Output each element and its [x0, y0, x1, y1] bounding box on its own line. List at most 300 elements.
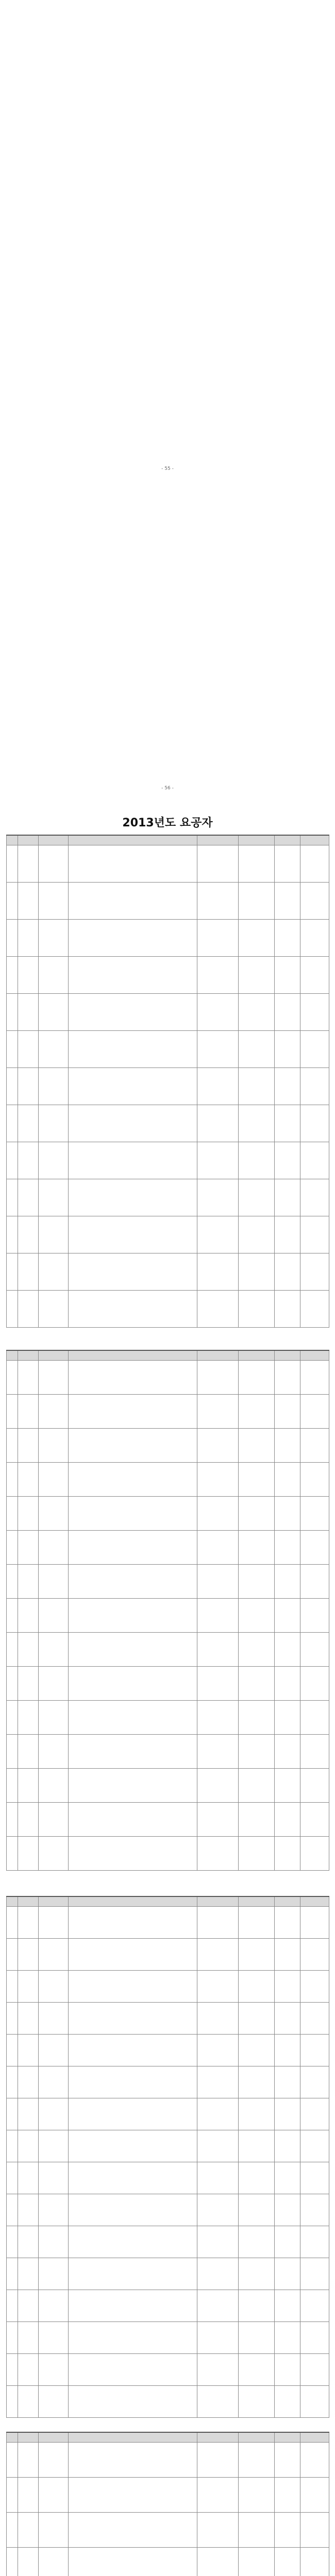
table-cell — [39, 994, 69, 1031]
table-cell — [275, 1253, 300, 1291]
committee-row — [21, 661, 314, 671]
table-cell — [69, 1395, 197, 1429]
table-cell — [239, 1253, 275, 1291]
committee-row — [21, 730, 314, 739]
table-cell — [7, 1395, 18, 1429]
table-cell — [18, 1142, 39, 1179]
table-cell — [197, 2478, 239, 2513]
table-cell — [275, 1105, 300, 1142]
table-cell — [39, 883, 69, 920]
committee-row — [21, 39, 314, 48]
committee-row — [21, 391, 314, 401]
committee-row — [21, 371, 314, 381]
table-cell — [300, 2226, 329, 2258]
table-cell — [275, 1216, 300, 1253]
table-cell — [7, 1105, 18, 1142]
table-cell — [197, 883, 239, 920]
table-cell — [239, 2226, 275, 2258]
committee-row — [21, 195, 314, 205]
table-cell — [300, 1216, 329, 1253]
table-cell — [300, 1253, 329, 1291]
table-cell — [197, 2130, 239, 2162]
table-cell — [300, 2513, 329, 2548]
table-cell — [7, 2322, 18, 2354]
table-cell — [69, 1291, 197, 1328]
table-cell — [69, 1633, 197, 1667]
table-cell — [69, 957, 197, 994]
table-cell — [300, 1971, 329, 2003]
table-cell — [18, 1837, 39, 1871]
table-cell — [239, 2130, 275, 2162]
committee-row — [21, 146, 314, 156]
table-cell — [39, 2130, 69, 2162]
table-cell — [275, 2386, 300, 2418]
table-cell — [7, 2443, 18, 2478]
table-cell — [39, 1216, 69, 1253]
honoree-table-4 — [6, 2432, 329, 2576]
table-cell — [69, 2386, 197, 2418]
table-cell — [275, 2003, 300, 2035]
committee-row — [21, 78, 314, 88]
committee-row — [21, 107, 314, 117]
table-cell — [7, 1907, 18, 1939]
table-cell — [197, 1803, 239, 1837]
table-cell — [39, 1031, 69, 1068]
table-cell — [7, 845, 18, 883]
committee-row — [21, 185, 314, 195]
table-cell — [39, 1179, 69, 1216]
table-cell — [239, 1031, 275, 1068]
table-cell — [197, 2386, 239, 2418]
table-cell — [197, 1068, 239, 1105]
table-cell — [275, 1142, 300, 1179]
table-cell — [197, 1599, 239, 1633]
table-row — [7, 1463, 329, 1497]
table-cell — [197, 1531, 239, 1565]
table-cell — [239, 2478, 275, 2513]
committee-row — [21, 632, 314, 641]
table-cell — [39, 1667, 69, 1701]
committee-row — [21, 225, 314, 234]
table-row — [7, 1361, 329, 1395]
committee-row — [21, 166, 314, 176]
table-row — [7, 2322, 329, 2354]
table-cell — [275, 1667, 300, 1701]
column-header — [18, 2432, 39, 2443]
table-cell — [39, 2162, 69, 2194]
table-cell — [300, 1769, 329, 1803]
table-cell — [275, 1939, 300, 1971]
column-header — [39, 1896, 69, 1907]
table-cell — [239, 1068, 275, 1105]
table-cell — [197, 1142, 239, 1179]
committee-row — [21, 48, 314, 58]
column-header — [18, 1350, 39, 1361]
page-title: 2013년도 요공자 — [122, 817, 213, 829]
table-cell — [239, 1429, 275, 1463]
table-cell — [18, 1429, 39, 1463]
table-cell — [300, 2258, 329, 2290]
table-cell — [239, 994, 275, 1031]
table-cell — [39, 1068, 69, 1105]
committee-row — [21, 381, 314, 391]
committee-row — [21, 156, 314, 166]
table-cell — [7, 1429, 18, 1463]
table-cell — [39, 2354, 69, 2386]
table-cell — [275, 2066, 300, 2098]
table-cell — [7, 2130, 18, 2162]
table-cell — [239, 1216, 275, 1253]
table-cell — [275, 1531, 300, 1565]
table-cell — [197, 2513, 239, 2548]
table-cell — [39, 2290, 69, 2322]
committee-row — [21, 19, 314, 29]
table-row — [7, 1497, 329, 1531]
table-cell — [197, 2258, 239, 2290]
table-cell — [39, 1907, 69, 1939]
table-cell — [239, 1667, 275, 1701]
table-cell — [7, 1031, 18, 1068]
table-cell — [197, 957, 239, 994]
table-cell — [69, 2098, 197, 2130]
column-header — [69, 2432, 197, 2443]
table-row — [7, 2130, 329, 2162]
table-cell — [39, 2322, 69, 2354]
table-cell — [7, 1291, 18, 1328]
column-header — [197, 1896, 239, 1907]
table-cell — [7, 1142, 18, 1179]
table-cell — [18, 883, 39, 920]
table-cell — [239, 957, 275, 994]
table-cell — [197, 1216, 239, 1253]
committee-row — [21, 176, 314, 185]
table-cell — [18, 1803, 39, 1837]
table-cell — [69, 2226, 197, 2258]
table-cell — [69, 2290, 197, 2322]
table-cell — [300, 2066, 329, 2098]
table-cell — [7, 1633, 18, 1667]
table-row — [7, 883, 329, 920]
table-cell — [39, 2548, 69, 2576]
table-cell — [18, 1463, 39, 1497]
table-cell — [275, 1599, 300, 1633]
column-header — [18, 1896, 39, 1907]
table-cell — [69, 2258, 197, 2290]
table-cell — [18, 1735, 39, 1769]
table-cell — [69, 1701, 197, 1735]
table-cell — [7, 1837, 18, 1871]
table-cell — [18, 2003, 39, 2035]
table-cell — [300, 1395, 329, 1429]
table-cell — [239, 2035, 275, 2066]
table-cell — [7, 1463, 18, 1497]
table-cell — [69, 2322, 197, 2354]
table-cell — [7, 1253, 18, 1291]
table-cell — [275, 1701, 300, 1735]
table-cell — [18, 1179, 39, 1216]
table-cell — [239, 1497, 275, 1531]
table-cell — [7, 2478, 18, 2513]
table-row — [7, 1701, 329, 1735]
committee-row — [21, 420, 314, 430]
table-row — [7, 1667, 329, 1701]
committee-row — [21, 362, 314, 371]
table-cell — [300, 1361, 329, 1395]
table-row — [7, 1565, 329, 1599]
table-cell — [7, 2194, 18, 2226]
table-cell — [239, 1907, 275, 1939]
table-row — [7, 920, 329, 957]
table-cell — [7, 1769, 18, 1803]
table-cell — [7, 2548, 18, 2576]
table-cell — [300, 883, 329, 920]
table-cell — [300, 2290, 329, 2322]
table-cell — [18, 2322, 39, 2354]
table-cell — [39, 2258, 69, 2290]
table-cell — [197, 1105, 239, 1142]
table-row — [7, 2003, 329, 2035]
table-cell — [275, 1291, 300, 1328]
table-cell — [18, 1565, 39, 1599]
table-cell — [300, 1068, 329, 1105]
table-cell — [18, 1667, 39, 1701]
table-row — [7, 1803, 329, 1837]
table-cell — [300, 2003, 329, 2035]
table-cell — [300, 1179, 329, 1216]
table-cell — [239, 2354, 275, 2386]
table-cell — [39, 1769, 69, 1803]
table-cell — [69, 1531, 197, 1565]
table-cell — [18, 2162, 39, 2194]
table-cell — [7, 1565, 18, 1599]
committee-row — [21, 720, 314, 730]
committee-row — [21, 58, 314, 68]
table-cell — [7, 1599, 18, 1633]
table-cell — [18, 1971, 39, 2003]
table-cell — [300, 1291, 329, 1328]
table-cell — [239, 2162, 275, 2194]
table-cell — [18, 1361, 39, 1395]
table-cell — [18, 1031, 39, 1068]
table-cell — [18, 920, 39, 957]
table-cell — [18, 1907, 39, 1939]
table-cell — [69, 994, 197, 1031]
table-row — [7, 1735, 329, 1769]
column-header — [239, 1896, 275, 1907]
table-cell — [275, 1179, 300, 1216]
table-cell — [197, 2548, 239, 2576]
table-cell — [18, 1701, 39, 1735]
table-cell — [7, 2513, 18, 2548]
table-cell — [7, 1667, 18, 1701]
table-cell — [239, 1565, 275, 1599]
table-cell — [18, 1599, 39, 1633]
table-cell — [7, 1803, 18, 1837]
table-cell — [18, 1395, 39, 1429]
page-number-2: - 56 - — [161, 786, 174, 791]
column-header — [197, 835, 239, 845]
table-cell — [69, 1068, 197, 1105]
table-cell — [275, 2226, 300, 2258]
table-cell — [275, 2035, 300, 2066]
table-cell — [39, 1361, 69, 1395]
table-row — [7, 2290, 329, 2322]
table-row — [7, 1142, 329, 1179]
table-cell — [239, 1735, 275, 1769]
table-cell — [7, 2003, 18, 2035]
table-cell — [300, 2322, 329, 2354]
table-cell — [69, 1971, 197, 2003]
committee-row — [21, 352, 314, 362]
table-cell — [239, 1633, 275, 1667]
committee-row — [21, 244, 314, 254]
table-cell — [18, 2386, 39, 2418]
table-cell — [197, 1939, 239, 1971]
column-header — [275, 2432, 300, 2443]
column-header — [7, 2432, 18, 2443]
table-cell — [18, 2548, 39, 2576]
committee-row — [21, 739, 314, 749]
column-header — [69, 1350, 197, 1361]
committee-row — [21, 544, 314, 553]
table-cell — [239, 920, 275, 957]
table-cell — [275, 1361, 300, 1395]
table-cell — [239, 1291, 275, 1328]
table-cell — [39, 920, 69, 957]
column-header — [7, 835, 18, 845]
committee-row — [21, 495, 314, 504]
table-row — [7, 1633, 329, 1667]
table-cell — [300, 920, 329, 957]
table-cell — [18, 1939, 39, 1971]
table-cell — [239, 1769, 275, 1803]
table-cell — [69, 1803, 197, 1837]
table-cell — [18, 1068, 39, 1105]
table-cell — [69, 1735, 197, 1769]
table-cell — [275, 2162, 300, 2194]
table-row — [7, 2548, 329, 2576]
table-row — [7, 1068, 329, 1105]
table-cell — [7, 1971, 18, 2003]
table-cell — [239, 1361, 275, 1395]
table-cell — [197, 2162, 239, 2194]
table-cell — [69, 2548, 197, 2576]
table-cell — [300, 2478, 329, 2513]
committee-row — [21, 573, 314, 583]
table-cell — [39, 1463, 69, 1497]
table-cell — [18, 2513, 39, 2548]
table-cell — [300, 2386, 329, 2418]
table-cell — [197, 2226, 239, 2258]
table-cell — [239, 1701, 275, 1735]
table-cell — [18, 1291, 39, 1328]
committee-list-2 — [21, 495, 314, 769]
table-cell — [18, 2035, 39, 2066]
table-cell — [7, 994, 18, 1031]
table-cell — [39, 1565, 69, 1599]
table-cell — [7, 2162, 18, 2194]
committee-row — [21, 254, 314, 264]
table-cell — [197, 2354, 239, 2386]
table-cell — [197, 2066, 239, 2098]
honoree-table-1 — [6, 835, 329, 1328]
table-row — [7, 2443, 329, 2478]
column-header — [18, 835, 39, 845]
table-cell — [275, 1735, 300, 1769]
table-cell — [7, 1701, 18, 1735]
table-cell — [239, 2513, 275, 2548]
table-cell — [275, 1463, 300, 1497]
table-cell — [69, 2130, 197, 2162]
table-cell — [239, 2003, 275, 2035]
table-cell — [275, 2290, 300, 2322]
table-cell — [239, 1179, 275, 1216]
table-row — [7, 1291, 329, 1328]
column-header — [7, 1896, 18, 1907]
committee-row — [21, 592, 314, 602]
table-cell — [197, 994, 239, 1031]
table-cell — [69, 883, 197, 920]
table-cell — [275, 2258, 300, 2290]
table-cell — [69, 2035, 197, 2066]
table-cell — [18, 2226, 39, 2258]
table-row — [7, 2194, 329, 2226]
table-cell — [39, 1253, 69, 1291]
column-header — [300, 1896, 329, 1907]
table-cell — [18, 2098, 39, 2130]
table-cell — [18, 2290, 39, 2322]
table-cell — [69, 1565, 197, 1599]
committee-row — [21, 9, 314, 19]
table-cell — [39, 1701, 69, 1735]
table-cell — [197, 2290, 239, 2322]
table-cell — [39, 1971, 69, 2003]
table-row — [7, 2098, 329, 2130]
committee-row — [21, 215, 314, 225]
column-header — [275, 835, 300, 845]
page-number-1: - 55 - — [161, 466, 174, 471]
committee-row — [21, 313, 314, 323]
table-cell — [18, 1105, 39, 1142]
table-cell — [300, 957, 329, 994]
committee-row — [21, 514, 314, 524]
table-cell — [18, 2066, 39, 2098]
table-row — [7, 1531, 329, 1565]
table-cell — [18, 2194, 39, 2226]
table-cell — [18, 1497, 39, 1531]
table-cell — [18, 1216, 39, 1253]
column-header — [39, 1350, 69, 1361]
table-cell — [39, 1599, 69, 1633]
table-cell — [39, 957, 69, 994]
table-cell — [275, 1565, 300, 1599]
table-cell — [275, 2548, 300, 2576]
table-cell — [275, 2478, 300, 2513]
committee-row — [21, 553, 314, 563]
table-cell — [239, 2066, 275, 2098]
table-cell — [69, 1837, 197, 1871]
table-cell — [7, 2226, 18, 2258]
table-cell — [7, 920, 18, 957]
table-cell — [300, 1907, 329, 1939]
table-cell — [197, 1701, 239, 1735]
committee-row — [21, 401, 314, 411]
table-cell — [275, 957, 300, 994]
table-cell — [197, 1179, 239, 1216]
committee-row — [21, 117, 314, 127]
table-cell — [197, 1769, 239, 1803]
table-cell — [300, 994, 329, 1031]
